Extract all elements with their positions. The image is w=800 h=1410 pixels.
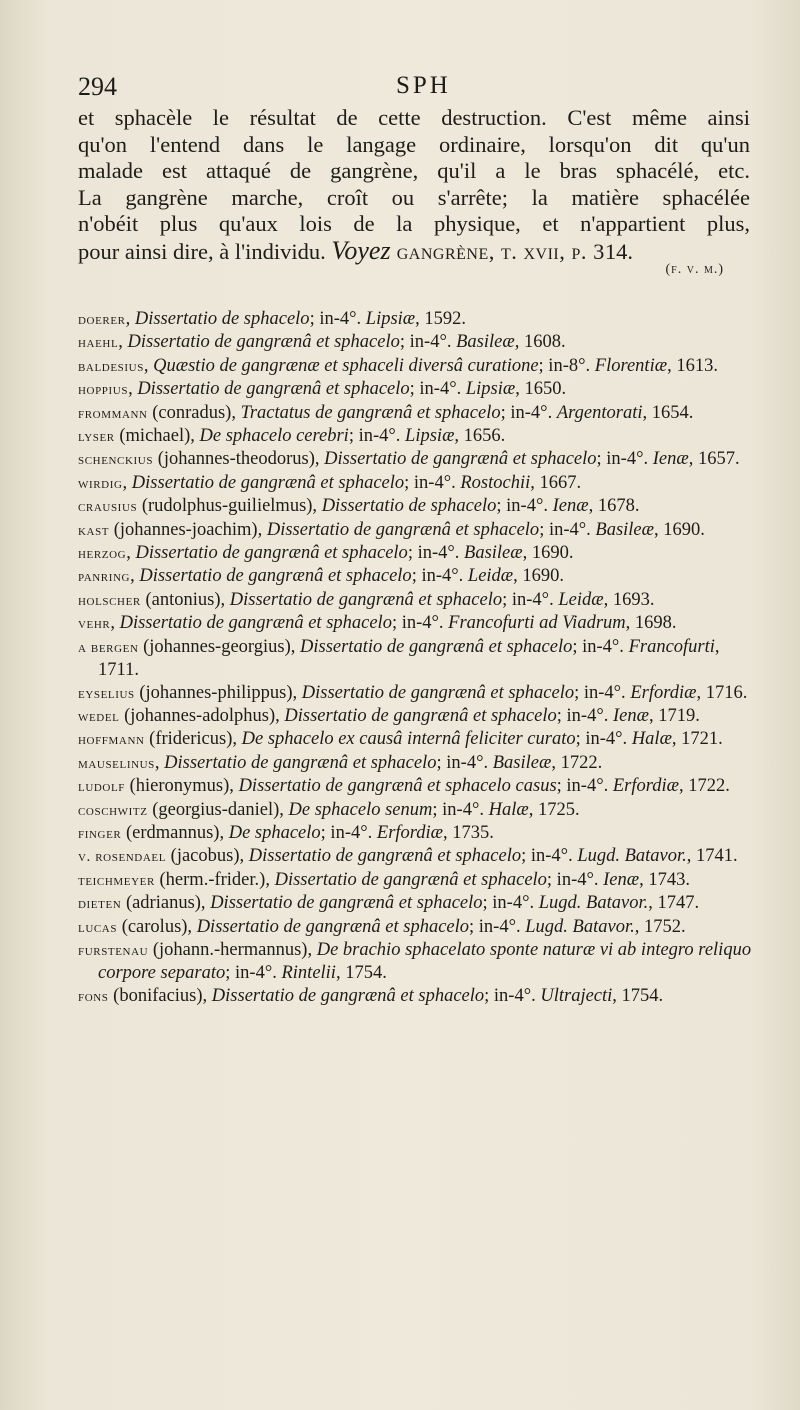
entry-separator: , (126, 543, 136, 564)
entry-place: Basileæ (595, 519, 654, 540)
entry-separator: (antonius), (140, 589, 230, 610)
body-line: qu'on l'entend dans le langage ordinaire, lorsqu'on dit qu'un (78, 131, 750, 157)
entry-format: ; in-4°. (546, 869, 604, 890)
bibliography-entry (78, 636, 754, 682)
body-line-last (78, 235, 750, 266)
entry-title: Dissertatio de gangrænâ et sphacelo (300, 636, 573, 657)
bibliography-entry (78, 378, 754, 401)
entry-title: Quæstio de gangrænæ et sphaceli diversâ curatione (153, 355, 539, 376)
bibliography-entry (78, 799, 754, 822)
entry-format: ; in-4°. (436, 752, 493, 773)
entry-separator: (rudolphus-guilielmus), (137, 496, 322, 517)
entry-format: ; in-4°. (399, 332, 457, 353)
entry-author: a bergen (78, 639, 139, 656)
entry-title: De sphacelo (228, 822, 321, 843)
bibliography-entry (78, 892, 754, 915)
entry-title: Dissertatio de gangrænâ et sphacelo (210, 893, 483, 914)
entry-format: ; in-4°. (407, 543, 465, 564)
entry-year: , 1722. (679, 776, 730, 797)
entry-title: Dissertatio de gangrænâ et sphacelo (131, 472, 405, 493)
entry-year: , 1613. (667, 355, 718, 376)
entry-year: , 1743. (639, 869, 690, 890)
entry-format: ; in-4°. (539, 519, 596, 540)
entry-author: kast (78, 522, 110, 539)
author-signature: (f. v. m.) (665, 262, 724, 277)
entry-title: Dissertatio de gangrænâ et sphacelo (324, 449, 597, 470)
entry-separator: (conradus), (147, 402, 241, 423)
entry-place: Argentorati (556, 402, 643, 423)
entry-title: Dissertatio de sphacelo (321, 496, 497, 517)
entry-format: ; in-4°. (348, 426, 406, 447)
entry-author: holscher (78, 592, 141, 609)
entry-place: Francofurti (628, 636, 715, 657)
entry-place: Halæ (488, 799, 529, 820)
bibliography-entry (78, 612, 754, 635)
entry-author: schenckius (78, 452, 154, 469)
entry-author: wedel (78, 708, 120, 725)
entry-separator: , (154, 752, 165, 773)
bibliography-entry (78, 425, 754, 448)
entry-place: Erfordiæ (376, 822, 444, 843)
bibliography-entry (78, 355, 754, 378)
entry-year: , 1690. (522, 543, 574, 564)
entry-format: ; in-4°. (404, 472, 461, 493)
body-line: et sphacèle le résultat de cette destruction. C'est même ainsi (78, 105, 750, 130)
entry-title: Dissertatio de gangrænâ et sphacelo (164, 752, 437, 773)
running-head (78, 72, 750, 106)
entry-title: De sphacelo cerebri (199, 426, 349, 447)
entry-place: Lipsiæ (365, 309, 416, 329)
entry-author: doerer (78, 312, 126, 328)
entry-place: Lugd. Batavor. (525, 916, 635, 937)
entry-separator: (erdmannus), (121, 822, 229, 843)
entry-place: Leidæ (558, 589, 604, 610)
entry-separator: (johannes-joachim), (109, 519, 267, 540)
body-paragraph (78, 105, 750, 265)
entry-place: Ultrajecti (540, 985, 613, 1006)
entry-year: , 1754. (612, 985, 664, 1006)
entry-title: Tractatus de gangrænâ et sphacelo (240, 402, 501, 423)
bibliography-entry (78, 916, 754, 939)
entry-place: Erfordiæ (612, 776, 679, 797)
entry-author: fons (78, 988, 109, 1005)
entry-year: , 1650. (515, 379, 567, 400)
cross-reference-tail: 14. (604, 238, 634, 264)
entry-separator: , (122, 472, 132, 493)
entry-separator: , (125, 309, 135, 329)
body-line: La gangrène marche, croît ou s'arrête; la matière sphacélée (78, 184, 750, 210)
entry-format: ; in-4°. (500, 402, 557, 423)
entry-format: ; in-4°. (596, 449, 653, 470)
entry-format: ; in-4°. (320, 822, 377, 843)
cross-reference-word: gangrène (390, 238, 489, 264)
entry-author: lyser (78, 429, 115, 446)
entry-author: baldesius (78, 358, 144, 375)
entry-year: , 1608. (514, 332, 566, 353)
bibliography-entry (78, 308, 754, 331)
entry-place: Halæ (631, 729, 672, 750)
entry-author: lucas (78, 919, 118, 936)
entry-title: Dissertatio de gangrænâ et sphacelo (284, 705, 557, 726)
entry-separator: (johannes-adolphus), (119, 705, 285, 726)
entry-author: panring (78, 569, 131, 586)
entry-separator: , (130, 566, 140, 587)
entry-year: , 1656. (454, 426, 506, 447)
entry-title: Dissertatio de gangrænâ et sphacelo (274, 869, 547, 890)
entry-title: Dissertatio de gangrænâ et sphacelo (211, 985, 485, 1006)
entry-format: ; in-4°. (574, 682, 631, 703)
entry-year: , 1657. (688, 449, 740, 470)
bibliography-entry (78, 589, 754, 612)
voyez-reference: Voyez (331, 235, 391, 265)
entry-title: De sphacelo ex causâ internâ feliciter curato (241, 729, 576, 750)
entry-author: hoffmann (78, 732, 145, 749)
entry-separator: (johann.-hermannus), (148, 939, 317, 960)
entry-format: ; in-4°. (502, 589, 559, 610)
bibliography-entry (78, 472, 754, 495)
entry-place: Erfordiæ (630, 682, 697, 703)
bibliography-entry (78, 985, 754, 1008)
entry-place: Ienæ (603, 869, 640, 890)
entry-place: Leidæ (467, 566, 514, 587)
entry-place: Ienæ (652, 449, 689, 470)
entry-format: ; in-4°. (482, 893, 539, 914)
entry-year: , 1690. (513, 566, 565, 587)
entry-author: finger (78, 825, 122, 842)
entry-format: ; in-4°. (556, 776, 613, 797)
running-title: SPH (396, 72, 451, 99)
entry-author: wirdig (78, 475, 123, 492)
bibliography-entry (78, 448, 754, 471)
entry-title: Dissertatio de gangrænâ et sphacelo (301, 682, 575, 703)
entry-author: hoppius (78, 382, 129, 399)
entry-separator: (jacobus), (166, 846, 249, 867)
bibliography-entry (78, 775, 754, 798)
bibliography-entry (78, 822, 754, 845)
bibliography-entry (78, 728, 754, 751)
entry-separator: (adrianus), (121, 893, 211, 914)
entry-year: , 1654. (642, 402, 694, 423)
entry-author: crausius (78, 499, 138, 516)
entry-year: , 1754. (335, 963, 387, 984)
entry-title: Dissertatio de gangrænâ et sphacelo (196, 916, 470, 937)
entry-place: Rintelii (281, 963, 336, 984)
bibliography-entry (78, 519, 754, 542)
entry-format: ; in-4°. (469, 916, 526, 937)
entry-place: Francofurti ad Viadrum (448, 613, 626, 634)
entry-author: frommann (78, 405, 148, 422)
bibliography-entry (78, 682, 754, 705)
entry-place: Ienæ (612, 705, 649, 726)
entry-format: ; in-4°. (391, 613, 449, 634)
bibliography-entry (78, 495, 754, 518)
entry-year: , 1747. (648, 893, 700, 914)
bibliography-entry (78, 705, 754, 728)
entry-year: , 1690. (654, 519, 705, 540)
entry-author: dieten (78, 896, 122, 913)
entry-place: Lugd. Batavor. (577, 846, 687, 867)
entry-separator: (georgius-daniel), (147, 799, 289, 820)
entry-separator: (hieronymus), (125, 776, 239, 797)
entry-format: ; in-4°. (432, 799, 489, 820)
body-line: n'obéit plus qu'aux lois de la physique, et n'appartient plus, (78, 211, 750, 236)
entry-author: furstenau (78, 942, 149, 959)
entry-separator: (johannes-georgius), (138, 636, 300, 657)
entry-format: ; in-4°. (225, 963, 282, 984)
entry-place: Florentiæ (594, 355, 668, 376)
entry-place: Lipsiæ (465, 379, 516, 400)
entry-format: ; in-4°. (572, 636, 629, 657)
entry-separator: (johannes-philippus), (134, 682, 302, 703)
entry-year: , 1678. (588, 496, 640, 517)
entry-separator: (johannes-theodorus), (153, 449, 325, 470)
entry-year: , 1741. (686, 846, 738, 867)
bibliography-entry (78, 939, 754, 985)
entry-separator: , (143, 355, 154, 376)
entry-format: ; in-4°. (409, 379, 466, 400)
entry-author: mauselinus (78, 755, 155, 772)
entry-format: ; in-4°. (411, 566, 468, 587)
entry-place: Rostochii (460, 472, 531, 493)
entry-format: ; in-4°. (575, 729, 632, 750)
entry-separator: , (110, 613, 120, 634)
entry-separator: (michael), (114, 426, 200, 447)
entry-format: ; in-4°. (556, 705, 613, 726)
bibliography-entry (78, 845, 754, 868)
entry-title: Dissertatio de gangrænâ et sphacelo (119, 613, 392, 634)
entry-title: Dissertatio de gangrænâ et sphacelo (137, 379, 410, 400)
entry-format: ; in-4°. (521, 846, 578, 867)
entry-place: Basileæ (464, 543, 523, 564)
entry-author: teichmeyer (78, 872, 155, 889)
entry-separator: , (128, 379, 138, 400)
entry-place: Basileæ (492, 752, 552, 773)
bibliography-entry (78, 869, 754, 892)
entry-author: ludolf (78, 779, 125, 796)
entry-place: Ienæ (552, 496, 589, 517)
entry-year: , 1719. (648, 705, 700, 726)
entry-author: eyselius (78, 685, 135, 702)
body-text: pour ainsi dire, à l'individu. (78, 238, 332, 264)
entry-title: Dissertatio de gangrænâ et sphacelo (139, 566, 412, 587)
entry-place: Basileæ (456, 332, 515, 353)
bibliography-entry (78, 542, 754, 565)
entry-author: v. rosendael (78, 849, 167, 866)
bibliography-entry (78, 565, 754, 588)
entry-title: Dissertatio de gangrænâ et sphacelo (229, 589, 503, 610)
entry-place: Lipsiæ (405, 426, 455, 447)
entry-author: coschwitz (78, 802, 148, 819)
entry-format: ; in-8°. (538, 355, 595, 376)
entry-separator: (herm.-frider.), (154, 869, 275, 890)
bibliography (78, 308, 754, 1008)
entry-separator: (fridericus), (144, 729, 242, 750)
entry-author: vehr (78, 616, 111, 633)
bibliography-entry (78, 752, 754, 775)
entry-year: , 1667. (530, 472, 582, 493)
entry-year: , 1698. (625, 613, 677, 634)
entry-year: , 1722. (551, 752, 603, 773)
entry-author: haehl (78, 335, 119, 352)
entry-title: De brachio sphacelato sponte naturæ vi ab integro reliquo corpore separato (98, 939, 752, 984)
entry-title: Dissertatio de gangrænâ et sphacelo (266, 519, 540, 540)
entry-separator: (bonifacius), (108, 985, 212, 1006)
entry-format: ; in-4°. (309, 309, 366, 329)
entry-year: , 1592. (415, 309, 467, 329)
entry-place: Lugd. Batavor. (538, 893, 649, 914)
entry-year: , 1725. (528, 799, 580, 820)
cross-reference-location: , t. xvii, p. 3 (488, 238, 605, 264)
body-line: malade est attaqué de gangrène, qu'il a le bras sphacélé, etc. (78, 158, 750, 183)
entry-year: , 1711. (98, 636, 720, 681)
entry-author: herzog (78, 546, 127, 563)
entry-separator: (carolus), (117, 916, 197, 937)
entry-format: ; in-4°. (496, 496, 553, 517)
entry-year: , 1721. (671, 729, 723, 750)
entry-title: De sphacelo senum (288, 799, 433, 820)
entry-year: , 1735. (443, 822, 494, 843)
bibliography-entry (78, 331, 754, 354)
entry-separator: , (118, 332, 128, 353)
entry-title: Dissertatio de sphacelo (134, 309, 310, 329)
entry-year: , 1752. (634, 916, 686, 937)
entry-format: ; in-4°. (484, 985, 541, 1006)
entry-title: Dissertatio de gangrænâ et sphacelo (135, 543, 408, 564)
entry-title: Dissertatio de gangrænâ et sphacelo (248, 846, 522, 867)
entry-title: Dissertatio de gangrænâ et sphacelo (127, 332, 400, 353)
entry-title: Dissertatio de gangrænâ et sphacelo casus (238, 776, 557, 797)
entry-year: , 1693. (603, 589, 655, 610)
entry-year: , 1716. (696, 682, 748, 703)
page-number: 294 (78, 72, 117, 101)
bibliography-entry (78, 402, 754, 425)
